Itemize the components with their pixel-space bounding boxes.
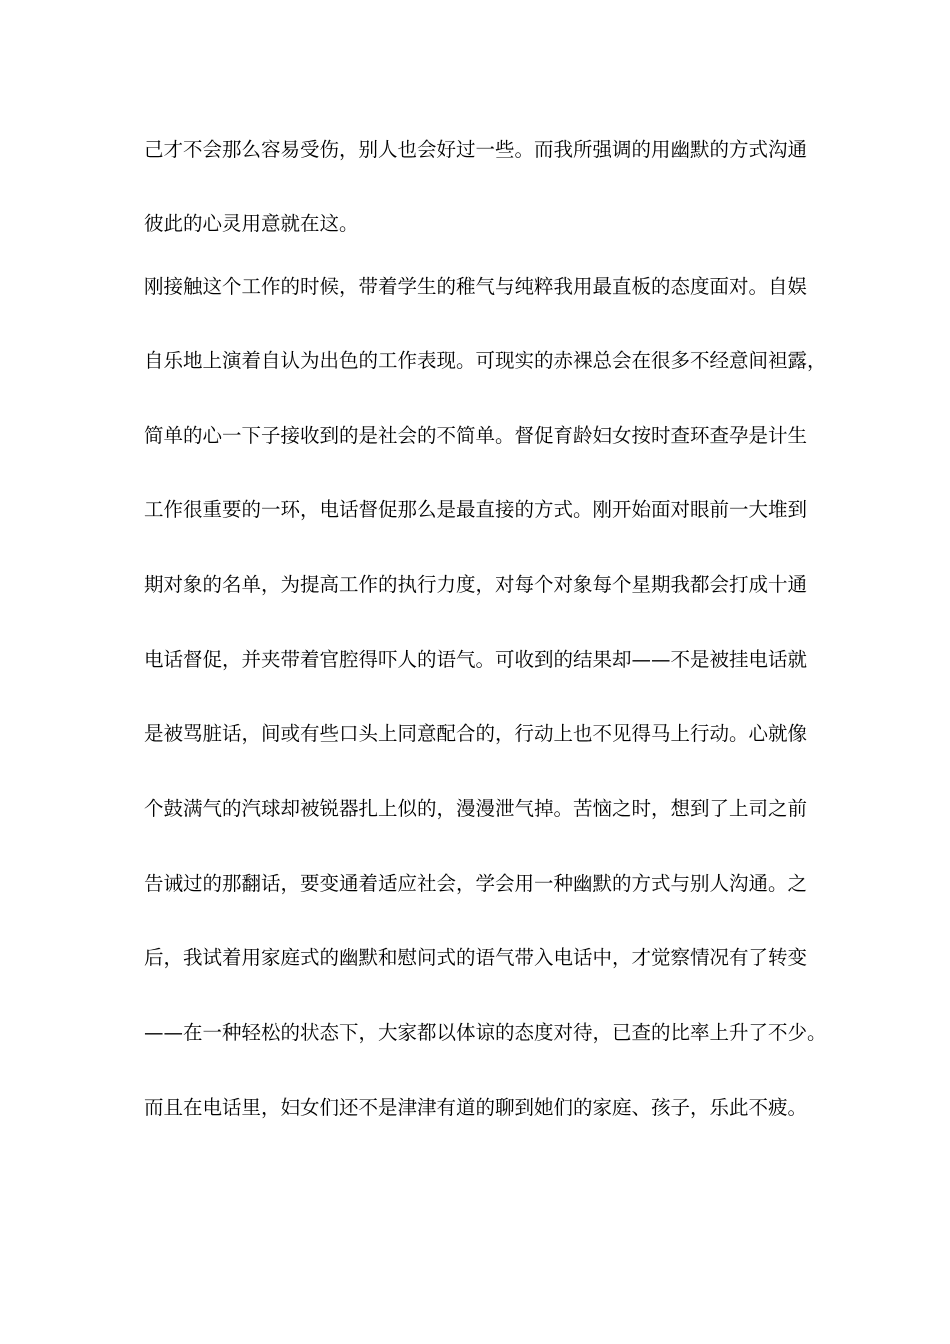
text-line-5: 简单的心一下子接收到的是社会的不简单。督促育龄妇女按时查环查孕是计生 xyxy=(144,424,808,447)
text-line-2: 彼此的心灵用意就在这。 xyxy=(144,212,359,235)
text-line-4: 自乐地上演着自认为出色的工作表现。可现实的赤裸总会在很多不经意间袒露， xyxy=(144,349,827,372)
text-line-12: 后，我试着用家庭式的幽默和慰问式的语气带入电话中，才觉察情况有了转变 xyxy=(144,946,808,969)
text-line-1: 己才不会那么容易受伤，别人也会好过一些。而我所强调的用幽默的方式沟通 xyxy=(144,138,808,161)
text-line-7: 期对象的名单，为提高工作的执行力度，对每个对象每个星期我都会打成十通 xyxy=(144,573,808,596)
text-line-9: 是被骂脏话，间或有些口头上同意配合的，行动上也不见得马上行动。心就像 xyxy=(144,722,808,745)
text-line-6: 工作很重要的一环，电话督促那么是最直接的方式。刚开始面对眼前一大堆到 xyxy=(144,498,808,521)
text-line-11: 告诫过的那翻话，要变通着适应社会，学会用一种幽默的方式与别人沟通。之 xyxy=(144,872,808,895)
text-line-8: 电话督促，并夹带着官腔得吓人的语气。可收到的结果却——不是被挂电话就 xyxy=(144,648,808,671)
text-line-3: 刚接触这个工作的时候，带着学生的稚气与纯粹我用最直板的态度面对。自娱 xyxy=(144,275,808,298)
text-line-13: ——在一种轻松的状态下，大家都以体谅的态度对待，已查的比率上升了不少。 xyxy=(144,1021,827,1044)
text-line-10: 个鼓满气的汽球却被锐器扎上似的，漫漫泄气掉。苦恼之时，想到了上司之前 xyxy=(144,797,808,820)
text-line-14: 而且在电话里，妇女们还不是津津有道的聊到她们的家庭、孩子，乐此不疲。 xyxy=(144,1096,808,1119)
